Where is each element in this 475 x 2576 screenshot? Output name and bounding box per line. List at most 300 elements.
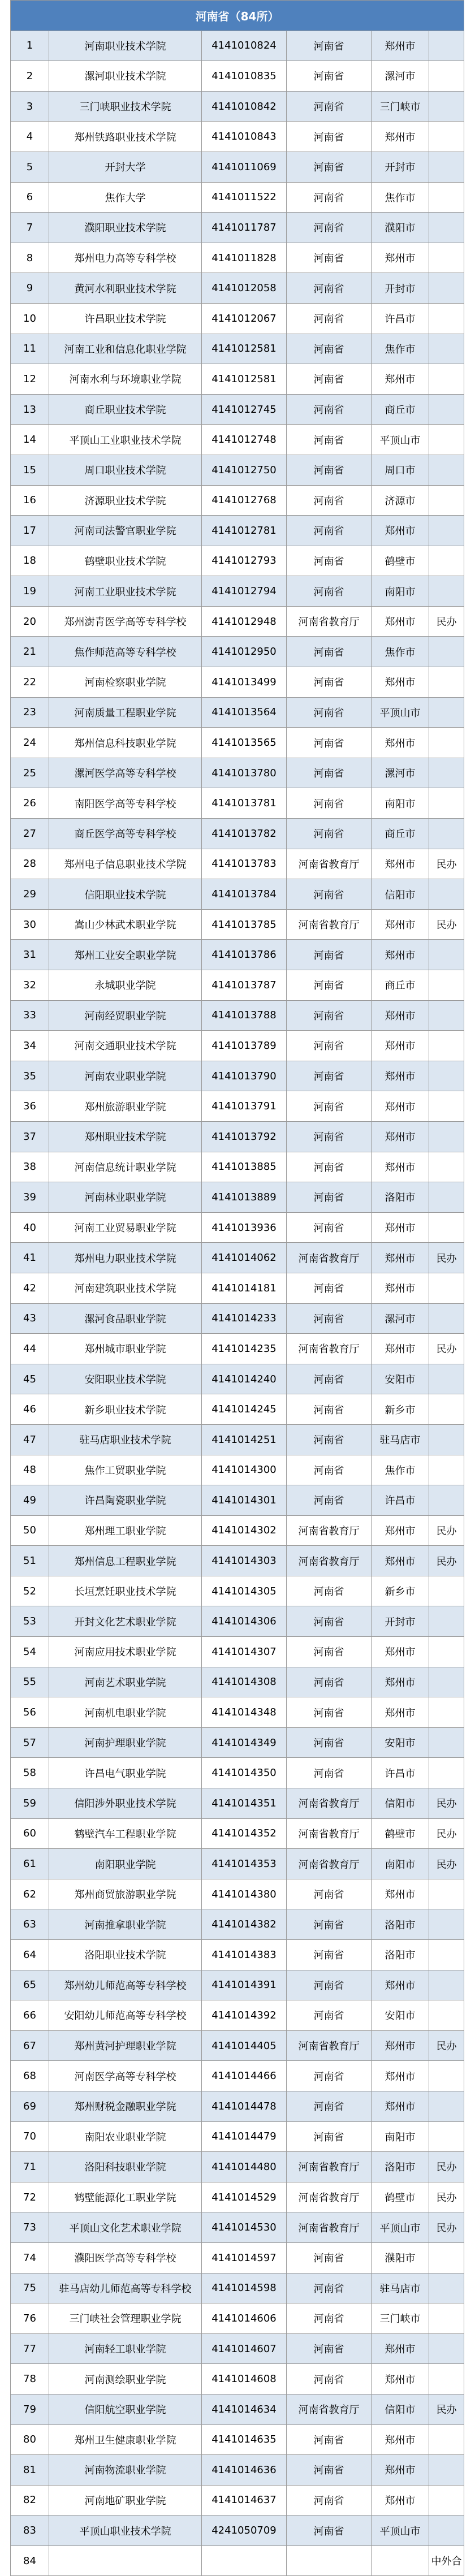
city-cell: 信阳市 bbox=[372, 2394, 429, 2424]
table-row bbox=[11, 2091, 464, 2121]
row-number-cell: 17 bbox=[11, 516, 49, 546]
city-cell: 郑州市 bbox=[372, 1879, 429, 1909]
city-cell: 许昌市 bbox=[372, 1758, 429, 1788]
row-number-cell: 50 bbox=[11, 1515, 49, 1546]
remark-cell bbox=[429, 2303, 464, 2334]
college-code-cell: 4141013785 bbox=[202, 909, 287, 940]
authority-cell: 河南省 bbox=[287, 1606, 372, 1637]
remark-cell bbox=[429, 819, 464, 849]
authority-cell: 河南省 bbox=[287, 1303, 372, 1334]
college-code-cell: 4141014637 bbox=[202, 2485, 287, 2516]
authority-cell: 河南省 bbox=[287, 1091, 372, 1122]
authority-cell: 河南省 bbox=[287, 1061, 372, 1091]
table-row bbox=[11, 2212, 464, 2243]
college-code-cell: 4141014350 bbox=[202, 1758, 287, 1788]
college-code-cell: 4141013781 bbox=[202, 788, 287, 819]
authority-cell: 河南省 bbox=[287, 1455, 372, 1485]
remark-cell: 民办 bbox=[429, 1818, 464, 1849]
table-row bbox=[11, 1061, 464, 1091]
college-name-cell: 郑州理工职业学院 bbox=[49, 1515, 202, 1546]
remark-cell: 民办 bbox=[429, 606, 464, 637]
city-cell: 郑州市 bbox=[372, 2424, 429, 2455]
authority-cell: 河南省 bbox=[287, 788, 372, 819]
college-name-cell: 信阳涉外职业技术学院 bbox=[49, 1788, 202, 1819]
authority-cell: 河南省 bbox=[287, 697, 372, 728]
row-number-cell: 78 bbox=[11, 2364, 49, 2395]
college-code-cell: 4141014181 bbox=[202, 1273, 287, 1303]
city-cell: 漯河市 bbox=[372, 1303, 429, 1334]
row-number-cell: 30 bbox=[11, 909, 49, 940]
table-row bbox=[11, 2121, 464, 2152]
city-cell: 郑州市 bbox=[372, 1273, 429, 1303]
remark-cell bbox=[429, 1424, 464, 1455]
remark-cell bbox=[429, 243, 464, 273]
remark-cell bbox=[429, 122, 464, 152]
city-cell: 平顶山市 bbox=[372, 2516, 429, 2546]
authority-cell: 河南省教育厅 bbox=[287, 2152, 372, 2182]
remark-cell bbox=[429, 2485, 464, 2516]
remark-cell: 民办 bbox=[429, 2030, 464, 2061]
city-cell: 鹤壁市 bbox=[372, 2182, 429, 2212]
remark-cell bbox=[429, 334, 464, 364]
college-code-cell: 4141013783 bbox=[202, 849, 287, 879]
authority-cell: 河南省 bbox=[287, 1273, 372, 1303]
college-name-cell: 许昌陶瓷职业学院 bbox=[49, 1485, 202, 1516]
remark-cell: 民办 bbox=[429, 1546, 464, 1576]
city-cell: 信阳市 bbox=[372, 879, 429, 910]
table-row bbox=[11, 243, 464, 273]
table-row bbox=[11, 2455, 464, 2486]
authority-cell: 河南省 bbox=[287, 2333, 372, 2364]
city-cell: 郑州市 bbox=[372, 1667, 429, 1697]
authority-cell: 河南省 bbox=[287, 213, 372, 243]
row-number-cell: 28 bbox=[11, 849, 49, 879]
remark-cell: 民办 bbox=[429, 849, 464, 879]
table-row bbox=[11, 2242, 464, 2273]
row-number-cell: 4 bbox=[11, 122, 49, 152]
table-row bbox=[11, 1121, 464, 1152]
row-number-cell: 24 bbox=[11, 728, 49, 758]
college-name-cell: 郑州电力高等专科学校 bbox=[49, 243, 202, 273]
remark-cell bbox=[429, 879, 464, 910]
table-row bbox=[11, 1970, 464, 2000]
row-number-cell: 11 bbox=[11, 334, 49, 364]
city-cell: 开封市 bbox=[372, 273, 429, 304]
row-number-cell: 45 bbox=[11, 1364, 49, 1394]
college-code-cell: 4141013936 bbox=[202, 1212, 287, 1243]
table-row bbox=[11, 61, 464, 92]
authority-cell: 河南省 bbox=[287, 1667, 372, 1697]
city-cell: 郑州市 bbox=[372, 1121, 429, 1152]
table-body bbox=[11, 31, 464, 2576]
college-name-cell: 开封文化艺术职业学院 bbox=[49, 1606, 202, 1637]
college-code-cell: 4141014635 bbox=[202, 2424, 287, 2455]
remark-cell bbox=[429, 213, 464, 243]
city-cell: 郑州市 bbox=[372, 2030, 429, 2061]
city-cell: 郑州市 bbox=[372, 606, 429, 637]
remark-cell bbox=[429, 576, 464, 607]
authority-cell: 河南省 bbox=[287, 2455, 372, 2486]
college-code-cell: 4141014529 bbox=[202, 2182, 287, 2212]
table-row bbox=[11, 2333, 464, 2364]
city-cell: 郑州市 bbox=[372, 1031, 429, 1061]
city-cell: 新乡市 bbox=[372, 1576, 429, 1606]
table-row bbox=[11, 970, 464, 1001]
college-code-cell: 4141014349 bbox=[202, 1727, 287, 1758]
authority-cell: 河南省 bbox=[287, 1758, 372, 1788]
row-number-cell: 76 bbox=[11, 2303, 49, 2334]
authority-cell: 河南省 bbox=[287, 334, 372, 364]
college-name-cell: 郑州工业安全职业学院 bbox=[49, 940, 202, 970]
college-name-cell: 郑州卫生健康职业学院 bbox=[49, 2424, 202, 2455]
college-name-cell: 三门峡职业技术学院 bbox=[49, 91, 202, 122]
college-code-cell: 4141012950 bbox=[202, 637, 287, 667]
remark-cell bbox=[429, 1727, 464, 1758]
city-cell: 郑州市 bbox=[372, 1212, 429, 1243]
table-row bbox=[11, 1000, 464, 1031]
city-cell: 开封市 bbox=[372, 1606, 429, 1637]
authority-cell: 河南省 bbox=[287, 1152, 372, 1182]
row-number-cell: 32 bbox=[11, 970, 49, 1001]
remark-cell bbox=[429, 2333, 464, 2364]
table-row bbox=[11, 122, 464, 152]
city-cell: 郑州市 bbox=[372, 516, 429, 546]
row-number-cell: 2 bbox=[11, 61, 49, 92]
table-row bbox=[11, 2394, 464, 2424]
college-code-cell: 4141014351 bbox=[202, 1788, 287, 1819]
college-code-cell: 4141014480 bbox=[202, 2152, 287, 2182]
row-number-cell: 36 bbox=[11, 1091, 49, 1122]
city-cell: 郑州市 bbox=[372, 667, 429, 698]
city-cell: 驻马店市 bbox=[372, 1424, 429, 1455]
remark-cell bbox=[429, 31, 464, 61]
table-row bbox=[11, 909, 464, 940]
authority-cell: 河南省 bbox=[287, 758, 372, 788]
remark-cell bbox=[429, 1273, 464, 1303]
college-code-cell: 4141014530 bbox=[202, 2212, 287, 2243]
college-code-cell: 4141014478 bbox=[202, 2091, 287, 2121]
college-code-cell: 4141014380 bbox=[202, 1879, 287, 1909]
college-name-cell: 河南地矿职业学院 bbox=[49, 2485, 202, 2516]
remark-cell: 民办 bbox=[429, 1334, 464, 1364]
college-code-cell: 4141014352 bbox=[202, 1818, 287, 1849]
row-number-cell: 68 bbox=[11, 2061, 49, 2091]
table-row bbox=[11, 273, 464, 304]
college-name-cell: 开封大学 bbox=[49, 152, 202, 182]
college-name-cell: 河南机电职业学院 bbox=[49, 1697, 202, 1728]
table-header-row bbox=[11, 1, 464, 31]
table-row bbox=[11, 2273, 464, 2303]
remark-cell: 民办 bbox=[429, 909, 464, 940]
row-number-cell: 38 bbox=[11, 1152, 49, 1182]
table-row bbox=[11, 1212, 464, 1243]
college-name-cell: 河南轻工职业学院 bbox=[49, 2333, 202, 2364]
table-row bbox=[11, 1273, 464, 1303]
city-cell: 郑州市 bbox=[372, 1152, 429, 1182]
remark-cell bbox=[429, 2000, 464, 2031]
row-number-cell: 37 bbox=[11, 1121, 49, 1152]
city-cell: 郑州市 bbox=[372, 1637, 429, 1667]
table-row bbox=[11, 1334, 464, 1364]
authority-cell: 河南省 bbox=[287, 1637, 372, 1667]
authority-cell: 河南省 bbox=[287, 1485, 372, 1516]
authority-cell: 河南省教育厅 bbox=[287, 2030, 372, 2061]
remark-cell bbox=[429, 2061, 464, 2091]
row-number-cell: 25 bbox=[11, 758, 49, 788]
city-cell: 郑州市 bbox=[372, 2364, 429, 2395]
college-code-cell: 4141013780 bbox=[202, 758, 287, 788]
table-row bbox=[11, 1879, 464, 1909]
college-code-cell: 4141014466 bbox=[202, 2061, 287, 2091]
city-cell: 平顶山市 bbox=[372, 2212, 429, 2243]
row-number-cell: 1 bbox=[11, 31, 49, 61]
college-code-cell: 4141014306 bbox=[202, 1606, 287, 1637]
college-name-cell: 商丘职业技术学院 bbox=[49, 394, 202, 425]
college-name-cell: 平顶山工业职业技术学院 bbox=[49, 425, 202, 455]
table-row bbox=[11, 1606, 464, 1637]
college-name-cell: 河南物流职业学院 bbox=[49, 2455, 202, 2486]
authority-cell: 河南省 bbox=[287, 152, 372, 182]
remark-cell bbox=[429, 1909, 464, 1940]
row-number-cell: 79 bbox=[11, 2394, 49, 2424]
authority-cell: 河南省教育厅 bbox=[287, 1243, 372, 1273]
authority-cell: 河南省 bbox=[287, 1121, 372, 1152]
college-code-cell: 4141014383 bbox=[202, 1940, 287, 1970]
row-number-cell: 46 bbox=[11, 1394, 49, 1425]
college-code-cell: 4141013499 bbox=[202, 667, 287, 698]
table-row bbox=[11, 879, 464, 910]
table-row bbox=[11, 940, 464, 970]
city-cell: 信阳市 bbox=[372, 1788, 429, 1819]
college-name-cell: 郑州财税金融职业学院 bbox=[49, 2091, 202, 2121]
college-code-cell: 4141012581 bbox=[202, 364, 287, 395]
authority-cell: 河南省 bbox=[287, 303, 372, 334]
remark-cell bbox=[429, 1667, 464, 1697]
row-number-cell: 14 bbox=[11, 425, 49, 455]
college-name-cell: 河南司法警官职业学院 bbox=[49, 516, 202, 546]
table-row bbox=[11, 455, 464, 485]
table-row bbox=[11, 516, 464, 546]
college-name-cell: 永城职业学院 bbox=[49, 970, 202, 1001]
row-number-cell: 81 bbox=[11, 2455, 49, 2486]
table-row bbox=[11, 1303, 464, 1334]
remark-cell bbox=[429, 637, 464, 667]
row-number-cell: 9 bbox=[11, 273, 49, 304]
city-cell: 郑州市 bbox=[372, 1334, 429, 1364]
remark-cell: 民办 bbox=[429, 1515, 464, 1546]
college-name-cell: 河南医学高等专科学校 bbox=[49, 2061, 202, 2091]
remark-cell: 民办 bbox=[429, 2212, 464, 2243]
college-name-cell: 河南农业职业学院 bbox=[49, 1061, 202, 1091]
college-name-cell: 河南工业贸易职业学院 bbox=[49, 1212, 202, 1243]
authority-cell: 河南省 bbox=[287, 91, 372, 122]
city-cell: 郑州市 bbox=[372, 2061, 429, 2091]
remark-cell bbox=[429, 1182, 464, 1213]
college-name-cell: 河南应用技术职业学院 bbox=[49, 1637, 202, 1667]
college-code-cell: 4141014348 bbox=[202, 1697, 287, 1728]
college-code-cell: 4141014233 bbox=[202, 1303, 287, 1334]
college-name-cell: 平顶山文化艺术职业学院 bbox=[49, 2212, 202, 2243]
remark-cell bbox=[429, 1303, 464, 1334]
college-code-cell: 4141014597 bbox=[202, 2242, 287, 2273]
table-row bbox=[11, 667, 464, 698]
row-number-cell: 53 bbox=[11, 1606, 49, 1637]
row-number-cell: 69 bbox=[11, 2091, 49, 2121]
row-number-cell: 62 bbox=[11, 1879, 49, 1909]
remark-cell: 民办 bbox=[429, 1849, 464, 1879]
college-name-cell: 河南测绘职业学院 bbox=[49, 2364, 202, 2395]
college-name-cell: 南阳农业职业学院 bbox=[49, 2121, 202, 2152]
city-cell: 驻马店市 bbox=[372, 2273, 429, 2303]
authority-cell: 河南省 bbox=[287, 879, 372, 910]
row-number-cell: 80 bbox=[11, 2424, 49, 2455]
row-number-cell: 3 bbox=[11, 91, 49, 122]
college-name-cell: 许昌电气职业学院 bbox=[49, 1758, 202, 1788]
college-name-cell: 郑州商贸旅游职业学院 bbox=[49, 1879, 202, 1909]
city-cell: 安阳市 bbox=[372, 1727, 429, 1758]
row-number-cell: 77 bbox=[11, 2333, 49, 2364]
college-name-cell: 河南林业职业学院 bbox=[49, 1182, 202, 1213]
city-cell: 济源市 bbox=[372, 485, 429, 516]
college-code-cell: 4141013782 bbox=[202, 819, 287, 849]
city-cell: 郑州市 bbox=[372, 1061, 429, 1091]
table-row bbox=[11, 1243, 464, 1273]
authority-cell: 河南省 bbox=[287, 273, 372, 304]
college-code-cell: 4141012794 bbox=[202, 576, 287, 607]
college-code-cell: 4141011069 bbox=[202, 152, 287, 182]
city-cell: 郑州市 bbox=[372, 849, 429, 879]
authority-cell: 河南省 bbox=[287, 1000, 372, 1031]
row-number-cell: 75 bbox=[11, 2273, 49, 2303]
city-cell: 商丘市 bbox=[372, 819, 429, 849]
table-row bbox=[11, 1364, 464, 1394]
college-code-cell: 4141014353 bbox=[202, 1849, 287, 1879]
row-number-cell: 83 bbox=[11, 2516, 49, 2546]
remark-cell bbox=[429, 1121, 464, 1152]
authority-cell: 河南省 bbox=[287, 1879, 372, 1909]
remark-cell bbox=[429, 2424, 464, 2455]
college-code-cell: 4141014062 bbox=[202, 1243, 287, 1273]
authority-cell: 河南省 bbox=[287, 1182, 372, 1213]
authority-cell: 河南省 bbox=[287, 2516, 372, 2546]
college-name-cell: 焦作师范高等专科学校 bbox=[49, 637, 202, 667]
city-cell: 郑州市 bbox=[372, 243, 429, 273]
college-code-cell: 4141014391 bbox=[202, 1970, 287, 2000]
city-cell: 南阳市 bbox=[372, 576, 429, 607]
remark-cell bbox=[429, 1061, 464, 1091]
row-number-cell: 66 bbox=[11, 2000, 49, 2031]
college-code-cell: 4141011828 bbox=[202, 243, 287, 273]
college-code-cell: 4141012793 bbox=[202, 546, 287, 576]
city-cell: 许昌市 bbox=[372, 1485, 429, 1516]
remark-cell: 民办 bbox=[429, 1243, 464, 1273]
city-cell: 郑州市 bbox=[372, 1515, 429, 1546]
table-row bbox=[11, 1091, 464, 1122]
table-row bbox=[11, 334, 464, 364]
row-number-cell: 74 bbox=[11, 2242, 49, 2273]
college-name-cell: 濮阳医学高等专科学校 bbox=[49, 2242, 202, 2273]
college-name-cell: 郑州信息科技职业学院 bbox=[49, 728, 202, 758]
remark-cell bbox=[429, 485, 464, 516]
remark-cell bbox=[429, 697, 464, 728]
college-code-cell: 4141012750 bbox=[202, 455, 287, 485]
authority-cell: 河南省 bbox=[287, 1394, 372, 1425]
remark-cell bbox=[429, 61, 464, 92]
city-cell: 郑州市 bbox=[372, 1000, 429, 1031]
table-row bbox=[11, 758, 464, 788]
remark-cell bbox=[429, 425, 464, 455]
remark-cell bbox=[429, 2455, 464, 2486]
city-cell: 郑州市 bbox=[372, 1091, 429, 1122]
authority-cell: 河南省 bbox=[287, 1576, 372, 1606]
authority-cell: 河南省 bbox=[287, 31, 372, 61]
college-code-cell: 4141012058 bbox=[202, 273, 287, 304]
table-row bbox=[11, 1849, 464, 1879]
table-row bbox=[11, 1546, 464, 1576]
row-number-cell: 56 bbox=[11, 1697, 49, 1728]
college-code-cell: 4141010843 bbox=[202, 122, 287, 152]
remark-cell bbox=[429, 1576, 464, 1606]
authority-cell: 河南省 bbox=[287, 2273, 372, 2303]
city-cell: 郑州市 bbox=[372, 2333, 429, 2364]
college-code-cell: 4141014606 bbox=[202, 2303, 287, 2334]
table-row bbox=[11, 1637, 464, 1667]
college-name-cell bbox=[49, 2545, 202, 2576]
table-row bbox=[11, 2424, 464, 2455]
college-code-cell: 4141013791 bbox=[202, 1091, 287, 1122]
college-code-cell: 4141010824 bbox=[202, 31, 287, 61]
authority-cell: 河南省教育厅 bbox=[287, 1334, 372, 1364]
table-row bbox=[11, 1152, 464, 1182]
remark-cell: 民办 bbox=[429, 1788, 464, 1819]
table-row bbox=[11, 152, 464, 182]
table-row bbox=[11, 697, 464, 728]
college-code-cell: 4141012768 bbox=[202, 485, 287, 516]
table-row bbox=[11, 2000, 464, 2031]
college-code-cell: 4141014251 bbox=[202, 1424, 287, 1455]
city-cell: 郑州市 bbox=[372, 728, 429, 758]
college-name-cell: 洛阳科技职业学院 bbox=[49, 2152, 202, 2182]
city-cell: 焦作市 bbox=[372, 334, 429, 364]
remark-cell bbox=[429, 1940, 464, 1970]
college-name-cell: 郑州澍青医学高等专科学校 bbox=[49, 606, 202, 637]
college-code-cell: 4141014598 bbox=[202, 2273, 287, 2303]
row-number-cell: 40 bbox=[11, 1212, 49, 1243]
college-code-cell: 4141014302 bbox=[202, 1515, 287, 1546]
table-row bbox=[11, 1940, 464, 1970]
row-number-cell: 72 bbox=[11, 2182, 49, 2212]
city-cell: 濮阳市 bbox=[372, 2242, 429, 2273]
table-row bbox=[11, 425, 464, 455]
row-number-cell: 6 bbox=[11, 182, 49, 213]
remark-cell bbox=[429, 2273, 464, 2303]
college-name-cell: 郑州铁路职业技术学院 bbox=[49, 122, 202, 152]
authority-cell: 河南省 bbox=[287, 364, 372, 395]
college-code-cell: 4141012745 bbox=[202, 394, 287, 425]
row-number-cell: 5 bbox=[11, 152, 49, 182]
row-number-cell: 63 bbox=[11, 1909, 49, 1940]
remark-cell bbox=[429, 1606, 464, 1637]
authority-cell: 河南省 bbox=[287, 637, 372, 667]
college-name-cell: 鹤壁汽车工程职业学院 bbox=[49, 1818, 202, 1849]
city-cell: 商丘市 bbox=[372, 394, 429, 425]
remark-cell bbox=[429, 455, 464, 485]
authority-cell: 河南省 bbox=[287, 2242, 372, 2273]
row-number-cell: 82 bbox=[11, 2485, 49, 2516]
college-name-cell: 黄河水利职业技术学院 bbox=[49, 273, 202, 304]
city-cell: 平顶山市 bbox=[372, 697, 429, 728]
authority-cell: 河南省 bbox=[287, 425, 372, 455]
